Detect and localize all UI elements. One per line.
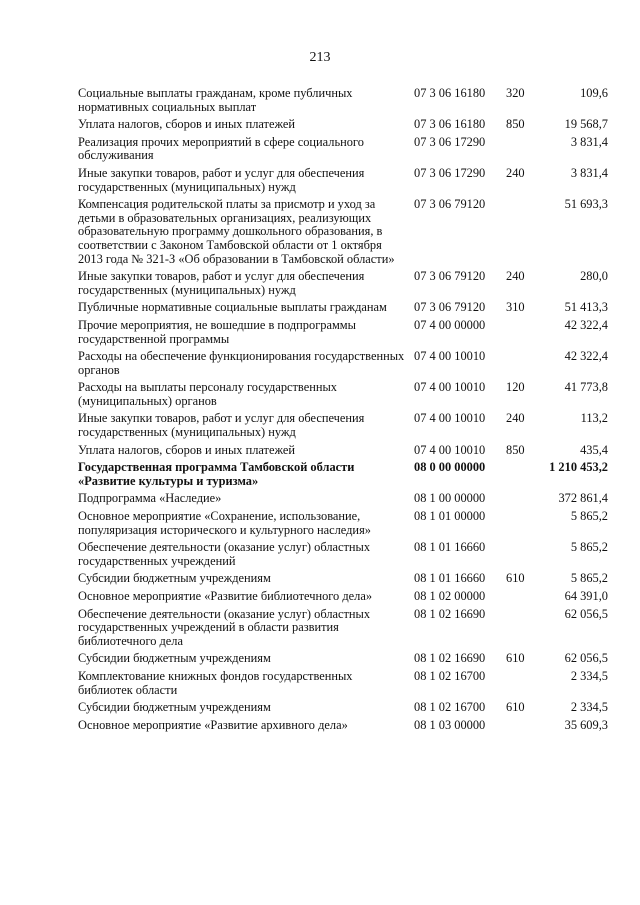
target-article-code-cell: 08 1 01 16660 <box>414 540 486 555</box>
amount-cell: 113,2 <box>580 411 608 426</box>
expense-name-cell: Иные закупки товаров, работ и услуг для обеспечения государственных (муниципальных) нужд <box>78 269 365 297</box>
table-row <box>78 541 608 572</box>
amount-cell: 35 609,3 <box>564 717 608 732</box>
expense-name-cell: Основное мероприятие «Развитие библиотечного дела» <box>78 589 373 603</box>
expense-name-cell: Прочие мероприятия, не вошедшие в подпрограммы государственной программы <box>78 317 356 346</box>
table-row <box>78 670 608 701</box>
expense-type-code-cell <box>506 461 538 492</box>
expense-name-cell: Расходы на обеспечение функционирования государственных органов <box>78 349 405 377</box>
expense-type-code-cell <box>506 541 538 572</box>
expense-type-code-cell <box>506 136 538 167</box>
target-article-code-cell: 08 1 03 00000 <box>414 717 486 732</box>
expense-name-cell: Публичные нормативные социальные выплаты гражданам <box>78 300 387 315</box>
amount-cell: 372 861,4 <box>558 491 608 506</box>
page-number: 213 <box>309 50 331 65</box>
table-row <box>78 412 608 443</box>
amount-cell: 2 334,5 <box>570 700 608 715</box>
expense-type-code-cell <box>506 319 538 350</box>
amount-cell: 51 693,3 <box>564 197 608 212</box>
amount-cell: 3 831,4 <box>570 165 608 180</box>
amount-cell: 42 322,4 <box>564 317 608 332</box>
table-row <box>78 492 608 510</box>
amount-cell: 280,0 <box>580 269 608 284</box>
table-row <box>78 510 608 541</box>
expense-name-cell: Иные закупки товаров, работ и услуг для обеспечения государственных (муниципальных) нужд <box>78 165 365 194</box>
expense-name-cell: Обеспечение деятельности (оказание услуг) областных государственных учреждений в области развития библиотечного дела <box>78 606 371 648</box>
expense-type-code-cell: 120 <box>506 380 525 395</box>
table-row <box>78 319 608 350</box>
expense-type-code-cell: 610 <box>506 651 525 666</box>
target-article-code-cell: 07 3 06 16180 <box>414 117 486 132</box>
table-row <box>78 87 608 118</box>
table-row <box>78 198 608 270</box>
amount-cell: 62 056,5 <box>564 606 608 621</box>
target-article-code-cell: 07 3 06 79120 <box>414 269 486 284</box>
amount-cell: 109,6 <box>580 86 608 100</box>
amount-cell: 5 865,2 <box>570 540 608 555</box>
target-article-code-cell: 07 3 06 79120 <box>414 300 486 315</box>
target-article-code-cell: 08 1 01 00000 <box>414 509 486 524</box>
target-article-code-cell: 08 0 00 00000 <box>414 460 486 475</box>
table-row <box>78 136 608 167</box>
target-article-code-cell: 07 4 00 00000 <box>414 317 486 332</box>
expense-name-cell: Субсидии бюджетным учреждениям <box>78 700 271 715</box>
target-article-code-cell: 08 1 00 00000 <box>414 491 486 506</box>
expense-type-code-cell <box>506 510 538 541</box>
amount-cell: 5 865,2 <box>570 571 608 586</box>
amount-cell: 19 568,7 <box>564 117 608 132</box>
target-article-code-cell: 07 4 00 10010 <box>414 380 486 395</box>
target-article-code-cell: 07 4 00 10010 <box>414 411 486 426</box>
table-row <box>78 270 608 301</box>
target-article-code-cell: 07 3 06 16180 <box>414 86 486 100</box>
amount-cell: 3 831,4 <box>570 134 608 149</box>
table-row <box>78 461 608 492</box>
table-row <box>78 381 608 412</box>
expense-type-code-cell: 240 <box>506 269 525 284</box>
expense-type-code-cell <box>506 670 538 701</box>
expense-type-code-cell <box>506 198 538 270</box>
amount-cell: 62 056,5 <box>564 651 608 666</box>
expense-type-code-cell <box>506 608 538 653</box>
amount-cell: 5 865,2 <box>570 509 608 524</box>
expense-type-code-cell: 240 <box>506 165 525 180</box>
expense-name-cell: Иные закупки товаров, работ и услуг для обеспечения государственных (муниципальных) нужд <box>78 411 365 440</box>
expense-name-cell: Социальные выплаты гражданам, кроме публичных нормативных социальных выплат <box>78 86 353 114</box>
amount-cell: 51 413,3 <box>564 300 608 315</box>
table-row <box>78 572 608 590</box>
table-row <box>78 608 608 653</box>
target-article-code-cell: 08 1 02 16690 <box>414 606 486 621</box>
expense-name-cell: Расходы на выплаты персоналу государственных (муниципальных) органов <box>78 380 337 408</box>
expense-type-code-cell: 320 <box>506 86 525 100</box>
expense-type-code-cell: 310 <box>506 300 525 315</box>
target-article-code-cell: 07 4 00 10010 <box>414 349 486 364</box>
expense-type-code-cell <box>506 492 538 510</box>
table-row <box>78 350 608 381</box>
expense-name-cell: Уплата налогов, сборов и иных платежей <box>78 442 296 457</box>
target-article-code-cell: 07 3 06 17290 <box>414 165 486 180</box>
table-row <box>78 301 608 319</box>
expense-type-code-cell: 610 <box>506 571 525 586</box>
target-article-code-cell: 08 1 02 16700 <box>414 668 486 683</box>
budget-table-body <box>78 87 608 736</box>
expense-type-code-cell: 610 <box>506 700 525 715</box>
table-row <box>78 590 608 608</box>
target-article-code-cell: 07 4 00 10010 <box>414 442 486 457</box>
expense-type-code-cell <box>506 590 538 608</box>
amount-cell: 64 391,0 <box>564 589 608 603</box>
target-article-code-cell: 08 1 01 16660 <box>414 571 486 586</box>
expense-name-cell: Субсидии бюджетным учреждениям <box>78 651 271 666</box>
expense-name-cell: Подпрограмма «Наследие» <box>78 491 222 506</box>
expense-type-code-cell: 850 <box>506 442 525 457</box>
target-article-code-cell: 08 1 02 16700 <box>414 700 486 715</box>
budget-table <box>78 87 608 736</box>
amount-cell: 42 322,4 <box>564 349 608 364</box>
expense-type-code-cell: 850 <box>506 117 525 132</box>
table-row <box>78 118 608 136</box>
target-article-code-cell: 07 3 06 17290 <box>414 134 486 149</box>
expense-name-cell: Основное мероприятие «Сохранение, использование, популяризация исторического и культурного наследия» <box>78 509 371 537</box>
amount-cell: 435,4 <box>580 442 608 457</box>
expense-name-cell: Реализация прочих мероприятий в сфере социального обслуживания <box>78 134 364 163</box>
table-row <box>78 719 608 737</box>
target-article-code-cell: 08 1 02 16690 <box>414 651 486 666</box>
expense-name-cell: Обеспечение деятельности (оказание услуг) областных государственных учреждений <box>78 540 371 568</box>
expense-type-code-cell <box>506 350 538 381</box>
expense-type-code-cell <box>506 719 538 737</box>
target-article-code-cell: 08 1 02 00000 <box>414 589 486 603</box>
expense-name-cell: Компенсация родительской платы за присмотр и уход за детьми в образовательных организациях, реализующих образовательную программу дошкольного образования, в соответствии с Законом Тамбовской области от 1 октября 2013 года № 321-З «Об образовании в Тамбовской области» <box>78 197 395 266</box>
target-article-code-cell: 07 3 06 79120 <box>414 197 486 212</box>
expense-name-cell: Основное мероприятие «Развитие архивного дела» <box>78 717 348 732</box>
table-row <box>78 652 608 670</box>
table-row <box>78 701 608 719</box>
amount-cell: 41 773,8 <box>564 380 608 395</box>
expense-name-cell: Уплата налогов, сборов и иных платежей <box>78 117 296 132</box>
table-row <box>78 167 608 198</box>
expense-name-cell: Субсидии бюджетным учреждениям <box>78 571 271 586</box>
expense-name-cell: Государственная программа Тамбовской области «Развитие культуры и туризма» <box>78 460 355 488</box>
amount-cell: 1 210 453,2 <box>549 460 608 475</box>
amount-cell: 2 334,5 <box>570 668 608 683</box>
expense-type-code-cell: 240 <box>506 411 525 426</box>
expense-name-cell: Комплектование книжных фондов государственных библиотек области <box>78 668 353 697</box>
table-row <box>78 444 608 462</box>
